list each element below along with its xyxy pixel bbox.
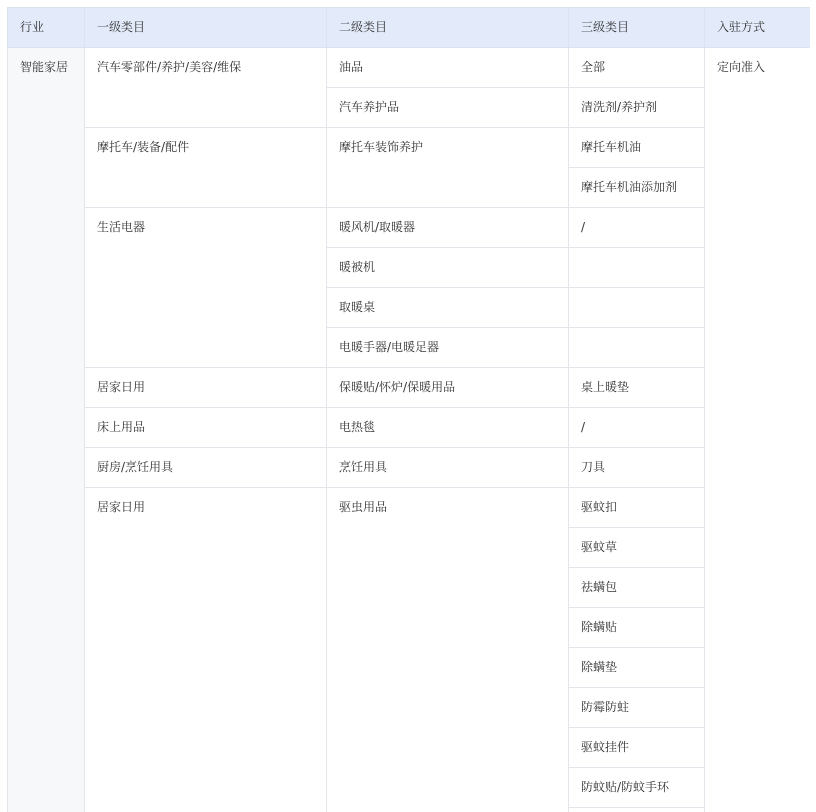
level2-category-cell: 电热毯 [327, 408, 569, 448]
table-row [8, 368, 811, 408]
table-row [8, 448, 811, 488]
level3-category-cell: 防霉防蛀 [569, 688, 705, 728]
level3-category-cell: 桌上暖垫 [569, 368, 705, 408]
table-header [8, 8, 811, 48]
level3-category-cell: 驱蚊挂件 [569, 728, 705, 768]
level2-category-cell: 汽车养护品 [327, 88, 569, 128]
level2-category-cell: 暖风机/取暖器 [327, 208, 569, 248]
level1-category-cell: 床上用品 [85, 408, 327, 448]
level3-category-cell: 驱蚊草 [569, 528, 705, 568]
level3-category-cell: / [569, 208, 705, 248]
level3-category-cell [569, 808, 705, 812]
level1-category-cell: 厨房/烹饪用具 [85, 448, 327, 488]
level3-category-cell: / [569, 408, 705, 448]
level3-category-cell [569, 328, 705, 368]
header-level1-category: 一级类目 [85, 8, 327, 48]
level3-category-cell: 刀具 [569, 448, 705, 488]
level1-category-cell: 居家日用 [85, 368, 327, 408]
category-table-container [7, 7, 810, 812]
header-entry-method: 入驻方式 [705, 8, 811, 48]
table-row [8, 208, 811, 248]
level3-category-cell [569, 288, 705, 328]
level2-category-cell: 电暖手器/电暖足器 [327, 328, 569, 368]
level1-category-cell: 居家日用 [85, 488, 327, 812]
table-row [8, 408, 811, 448]
table-row [8, 48, 811, 88]
level2-category-cell: 保暖贴/怀炉/保暖用品 [327, 368, 569, 408]
entry-method-cell: 定向准入 [705, 48, 811, 812]
level3-category-cell: 全部 [569, 48, 705, 88]
table-row [8, 128, 811, 168]
level2-category-cell: 烹饪用具 [327, 448, 569, 488]
level3-category-cell: 防蚊贴/防蚊手环 [569, 768, 705, 808]
level3-category-cell: 摩托车机油添加剂 [569, 168, 705, 208]
table-body [8, 48, 811, 812]
level3-category-cell: 祛螨包 [569, 568, 705, 608]
level3-category-cell: 除螨垫 [569, 648, 705, 688]
table-row [8, 488, 811, 528]
level1-category-cell: 汽车零部件/养护/美容/维保 [85, 48, 327, 128]
level3-category-cell [569, 248, 705, 288]
level2-category-cell: 取暖桌 [327, 288, 569, 328]
level3-category-cell: 摩托车机油 [569, 128, 705, 168]
level2-category-cell: 油品 [327, 48, 569, 88]
level3-category-cell: 清洗剂/养护剂 [569, 88, 705, 128]
level2-category-cell: 驱虫用品 [327, 488, 569, 812]
level3-category-cell: 除螨贴 [569, 608, 705, 648]
category-table [7, 7, 810, 812]
level3-category-cell: 驱蚊扣 [569, 488, 705, 528]
header-industry: 行业 [8, 8, 85, 48]
header-level2-category: 二级类目 [327, 8, 569, 48]
header-level3-category: 三级类目 [569, 8, 705, 48]
level1-category-cell: 摩托车/装备/配件 [85, 128, 327, 208]
level2-category-cell: 暖被机 [327, 248, 569, 288]
level2-category-cell: 摩托车装饰养护 [327, 128, 569, 208]
industry-cell: 智能家居 [8, 48, 85, 812]
header-row [8, 8, 811, 48]
level1-category-cell: 生活电器 [85, 208, 327, 368]
